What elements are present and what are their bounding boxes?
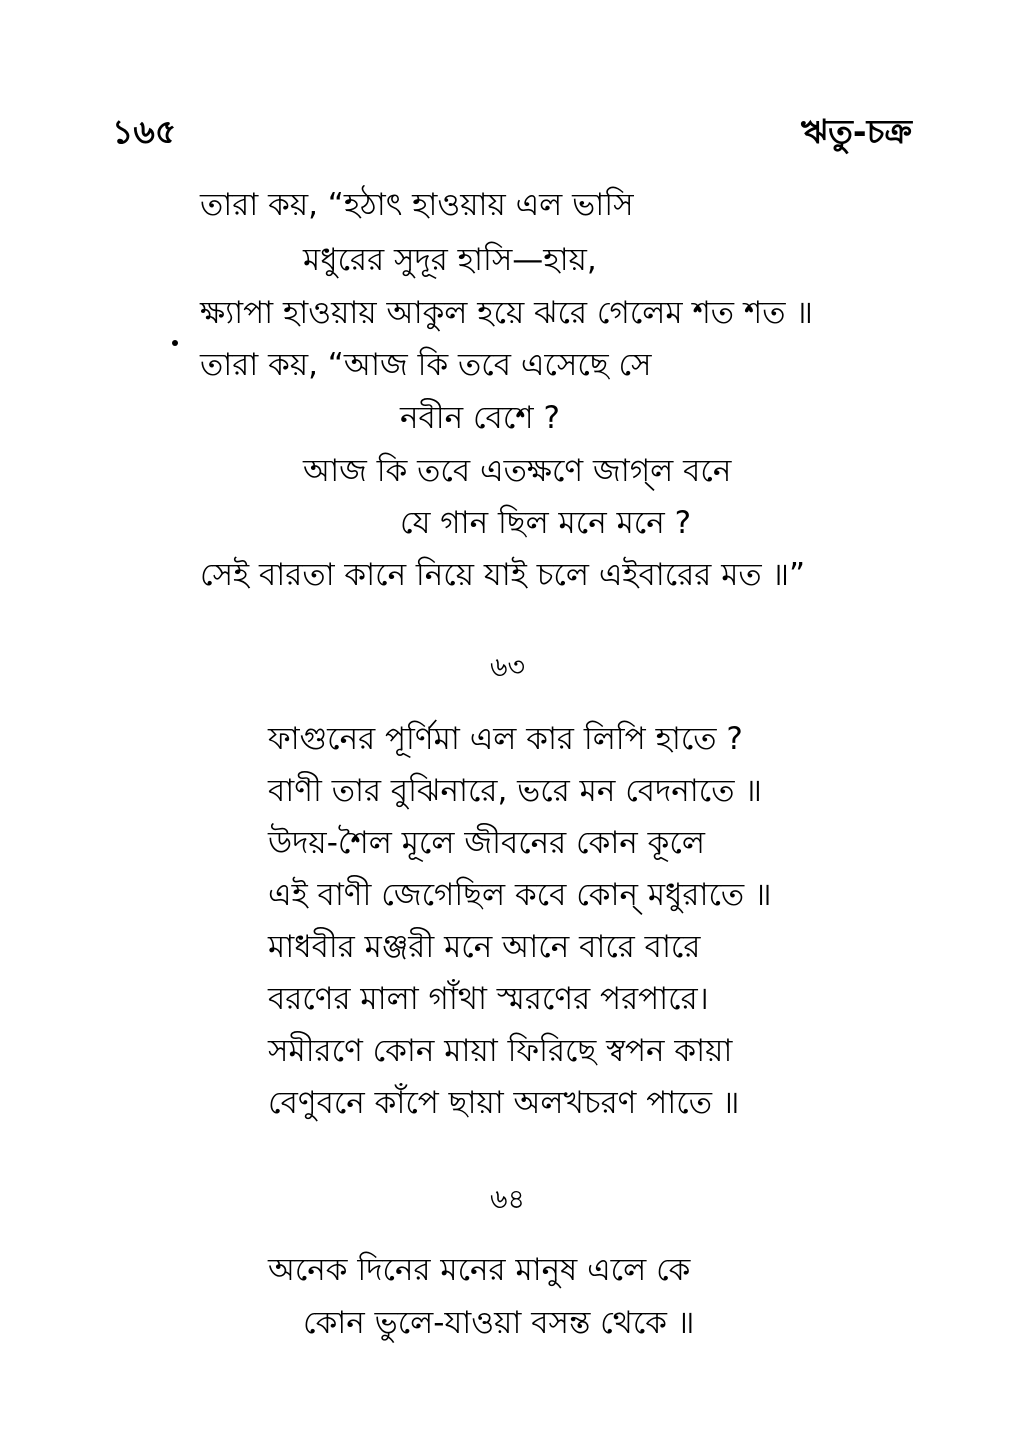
verse-line: আজ কি তবে এতক্ষণে জাগ্‌ল বনে xyxy=(303,453,732,489)
song-number: ৬৩ xyxy=(490,652,526,683)
page-number: ১৬৫ xyxy=(112,112,177,151)
verse-line: মাধবীর মঞ্জরী মনে আনে বারে বারে xyxy=(268,929,701,965)
verse-line: ক্ষ্যাপা হাওয়ায় আকুল হয়ে ঝরে গেলেম শত শত ॥ xyxy=(200,295,813,331)
verse-line: ফাগুনের পূর্ণিমা এল কার লিপি হাতে ? xyxy=(268,721,743,757)
verse-line: তারা কয়, “হঠাৎ হাওয়ায় এল ভাসি xyxy=(200,187,634,223)
running-title: ঋতু-চক্র xyxy=(800,112,912,151)
verse-line: কোন ভুলে-যাওয়া বসন্ত থেকে ॥ xyxy=(303,1305,695,1341)
verse-line: উদয়-শৈল মূলে জীবনের কোন কূলে xyxy=(268,825,705,861)
verse-line: অনেক দিনের মনের মানুষ এলে কে xyxy=(268,1252,691,1288)
verse-line: মধুরের সুদূর হাসি—হায়, xyxy=(303,242,597,278)
verse-line: বাণী তার বুঝিনারে, ভরে মন বেদনাতে ॥ xyxy=(268,773,762,809)
verse-line: এই বাণী জেগেছিল কবে কোন্‌ মধুরাতে ॥ xyxy=(268,877,772,913)
verse-line: বরণের মালা গাঁথা স্মরণের পরপারে। xyxy=(268,981,709,1017)
verse-line: সমীরণে কোন মায়া ফিরিছে স্বপন কায়া xyxy=(268,1033,733,1069)
song-number: ৬৪ xyxy=(490,1184,526,1215)
verse-line: বেণুবনে কাঁপে ছায়া অলখচরণ পাতে ॥ xyxy=(268,1085,740,1121)
verse-line: যে গান ছিল মনে মনে ? xyxy=(400,505,692,541)
stray-mark xyxy=(172,340,178,346)
verse-line: তারা কয়, “আজ কি তবে এসেছে সে xyxy=(200,347,652,383)
verse-line: নবীন বেশে ? xyxy=(400,400,560,436)
verse-line: সেই বারতা কানে নিয়ে যাই চলে এইবারের মত ॥” xyxy=(200,557,806,593)
